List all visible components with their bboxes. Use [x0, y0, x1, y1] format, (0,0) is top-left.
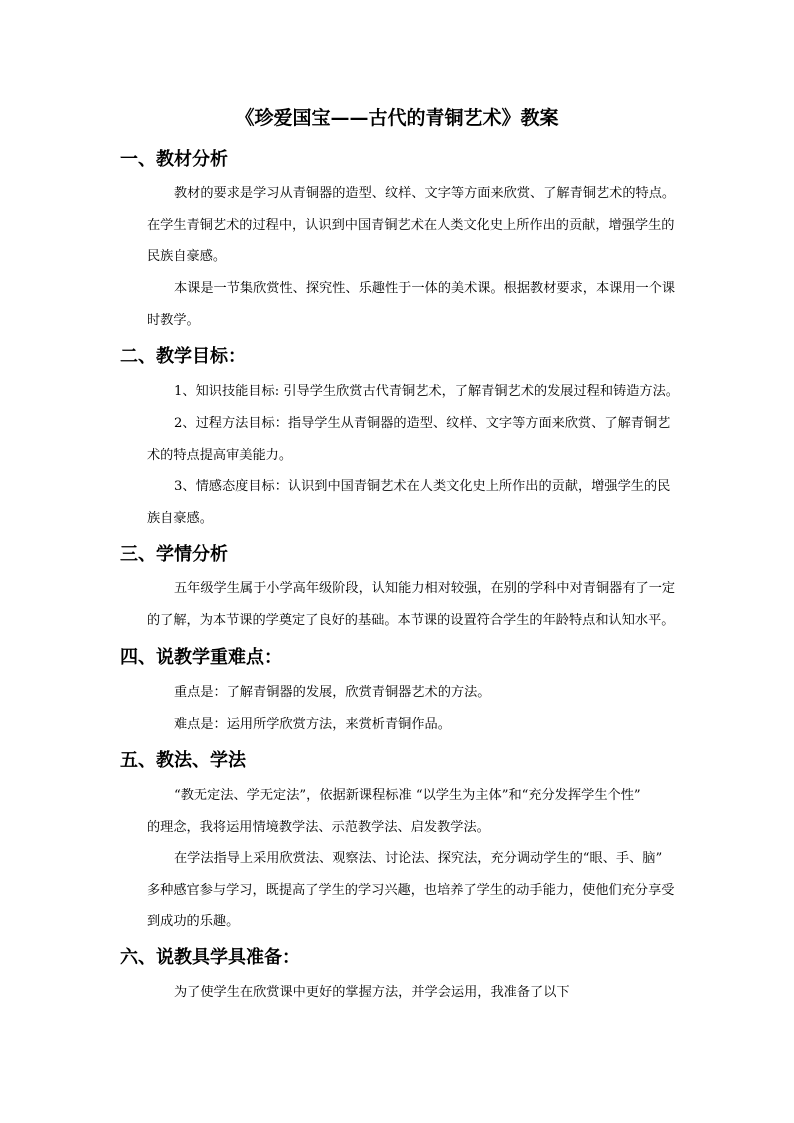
- section-heading-1: 一、教材分析: [120, 149, 228, 170]
- text-line: 为了使学生在欣赏课中更好的掌握方法，并学会运用，我准备了以下: [174, 985, 570, 1000]
- text-line: 重点是：了解青铜器的发展，欣赏青铜器艺术的方法。: [174, 685, 491, 700]
- section-5-paragraph-2: [120, 843, 676, 938]
- text-line: 的理念，我将运用情境教学法、示范教学法、启发教学法。: [147, 819, 490, 835]
- text-line: 2、过程方法目标：指导学生从青铜器的造型、纹样、文字等方面来欣赏、了解青铜艺: [174, 416, 671, 431]
- section-heading-3: 三、学情分析: [120, 544, 228, 565]
- text-line: 教材的要求是学习从青铜器的造型、纹样、文字等方面来欣赏、了解青铜艺术的特点。: [174, 186, 676, 201]
- text-line: 术的特点提高审美能力。: [147, 447, 293, 463]
- text-line: 多种感官参与学习，既提高了学生的学习兴趣，也培养了学生的动手能力，使他们充分享受: [147, 882, 675, 898]
- section-2-paragraph-2: [120, 408, 676, 471]
- text-line: 时教学。: [147, 312, 200, 328]
- section-2-paragraph-3: [120, 471, 676, 534]
- text-line: 在学生青铜艺术的过程中，认识到中国青铜艺术在人类文化史上所作出的贡献，增强学生的: [147, 217, 675, 233]
- text-line: 五年级学生属于小学高年级阶段，认知能力相对较强，在别的学科中对青铜器有了一定: [174, 581, 676, 596]
- text-line: 民族自豪感。: [147, 249, 227, 264]
- text-line: 在学法指导上采用欣赏法、观察法、讨论法、探究法，充分调动学生的“眼、手、脑”: [174, 851, 663, 866]
- section-4-paragraph-1: [120, 677, 676, 709]
- text-line: 到成功的乐趣。: [147, 914, 240, 929]
- section-6-paragraph-1: [120, 977, 676, 1009]
- section-heading-2: 二、教学目标：: [120, 346, 246, 367]
- text-line: 1、知识技能目标: 引导学生欣赏古代青铜艺术，了解青铜艺术的发展过程和铸造方法。: [174, 384, 679, 399]
- section-5-paragraph-1: [120, 780, 676, 843]
- document-title: 《珍爱国宝——古代的青铜艺术》教案: [235, 107, 559, 129]
- text-line: 的了解，为本节课的学奠定了良好的基础。本节课的设置符合学生的年龄特点和认知水平。: [147, 612, 675, 628]
- section-heading-6: 六、说教具学具准备：: [120, 947, 300, 968]
- section-1-paragraph-2: [120, 273, 676, 336]
- text-line: “教无定法、学无定法”，依据新课程标准 “以学生为主体”和“充分发挥学生个性”: [174, 788, 641, 803]
- text-line: 族自豪感。: [147, 510, 213, 526]
- text-line: 3、情感态度目标：认识到中国青铜艺术在人类文化史上所作出的贡献，增强学生的民: [174, 479, 671, 494]
- section-2-paragraph-1: [120, 376, 679, 408]
- section-1-paragraph-1: [120, 178, 676, 273]
- section-4-paragraph-2: [120, 709, 676, 741]
- section-heading-4: 四、说教学重难点：: [120, 647, 282, 668]
- section-heading-5: 五、教法、学法: [120, 750, 246, 771]
- text-line: 难点是：运用所学欣赏方法，来赏析青铜作品。: [174, 717, 451, 732]
- section-3-paragraph-1: [120, 573, 676, 636]
- text-line: 本课是一节集欣赏性、探究性、乐趣性于一体的美术课。根据教材要求，本课用一个课: [174, 281, 676, 296]
